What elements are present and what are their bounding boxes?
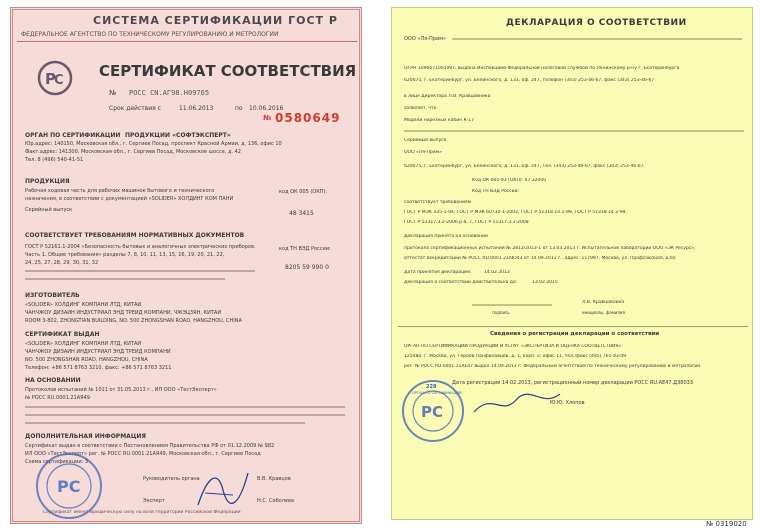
cert-conformity-text-3: 24, 25, 27, 28, 29, 30, 31, 32: [25, 260, 99, 266]
cert-validity-label: Срок действия с: [109, 105, 161, 112]
cert-agency-line: ФЕДЕРАЛЬНОЕ АГЕНТСТВО ПО ТЕХНИЧЕСКОМУ РЕГУЛИРОВАНИЮ И МЕТРОЛОГИИ: [21, 31, 279, 38]
cert-manufacturer-label: ИЗГОТОВИТЕЛЬ: [25, 292, 80, 299]
decl-separator: [398, 326, 748, 327]
cert-basis-line: [25, 406, 345, 408]
cert-issued-label: СЕРТИФИКАТ ВЫДАН: [25, 331, 100, 338]
decl-req-2: ГОСТ Р 51317.3.2-2006 р.6, 7, ГОСТ Р 51317.3.3-2008: [404, 220, 529, 225]
cert-system-title: СИСТЕМА СЕРТИФИКАЦИИ ГОСТ Р: [93, 14, 338, 27]
cert-organ-phone: Тел. 8 (496) 540-41-51: [25, 157, 84, 163]
decl-line-7: ООО «Ля-Прим»: [404, 150, 442, 155]
decl-reg-1: ОРГАН ПО СЕРТИФИКАЦИИ ПРОДУКЦИИ И УСЛУГ «ЭКСПЕРТИЗА И ОЦЕНКА СООТВЕТСТВИЯ»: [404, 344, 622, 349]
decl-title: ДЕКЛАРАЦИЯ О СООТВЕТСТВИИ: [506, 18, 687, 28]
cert-validity-to: 10.06.2016: [249, 105, 284, 112]
decl-date-value: 14.02.2013: [484, 270, 510, 275]
gost-r-logo-icon: [37, 60, 73, 96]
decl-okp: Код ОК 005-93 (ОКП): 47 32000: [472, 178, 547, 183]
svg-text:РС: РС: [421, 403, 444, 421]
decl-req-label: соответствует требованиям: [404, 200, 472, 205]
cert-organ-name: ПРОДУКЦИИ «СОФТЭКСПЕРТ»: [125, 132, 231, 139]
cert-tnved-label: код ТН ВЭД России:: [279, 246, 331, 252]
decl-sign-caption-2: инициалы, фамилия: [582, 310, 625, 315]
cert-serial-prefix: №: [263, 114, 272, 122]
decl-basis-label: Декларация принята на основании: [404, 234, 488, 239]
cert-number-prefix: №: [109, 89, 117, 97]
decl-sign-caption-1: подпись: [492, 310, 510, 315]
decl-line-4: заявляет, что: [404, 106, 437, 111]
cert-conformity-line: [25, 270, 255, 272]
decl-stamp-num: 228: [426, 384, 437, 390]
cert-title: СЕРТИФИКАТ СООТВЕТСТВИЯ: [99, 62, 357, 80]
cert-basis-line: [25, 422, 305, 424]
cert-expert-name: Н.С. Соболева: [257, 498, 294, 504]
decl-serial: № 0319020: [706, 520, 747, 528]
cert-product-desc-1: Рабочая ходовая часть для рабочих машинок бытового и технического: [25, 188, 215, 194]
cert-conformity-text-1: ГОСТ Р 52161.1-2004 «Безопасность бытовых и аналогичных электрических приборов.: [25, 244, 256, 250]
decl-line-6: Серийный выпуск: [404, 138, 447, 143]
cert-conformity-line: [25, 278, 225, 280]
decl-req-1: ГОСТ Р МЭК 335-1-94, ГОСТ Р МЭК 60730-1-2002, ГОСТ Р 51318.14.1-99, ГОСТ Р 51318.14.2-99,: [404, 210, 627, 215]
decl-reg-3: рег. № РОСС RU.0001.11AE47 выдан 14.09.2011 г. Федеральным агентством по техническому регулированию и метрологии: [404, 364, 701, 369]
cert-number: РОСС CN.АГ98.Н09765: [129, 89, 210, 97]
cert-manufacturer-text-3: ROOM 3-802, ZHONGTIAN BUILDING, NO. 500 ZHONGSHAN ROAD, HANGZHOU, CHINA: [25, 318, 242, 324]
cert-extra-text-1: Сертификат выдан в соответствии с Постановлением Правительства РФ от 01.12.2009 № 982: [25, 443, 275, 449]
svg-text:С: С: [54, 73, 64, 88]
decl-line-5: Модели нарезных кабин К-17: [404, 118, 475, 123]
decl-stamp-text: ОРГАН ПО СЕРТИФИКАЦИИ: [412, 391, 462, 395]
declaration-document: [391, 7, 753, 520]
cert-basis-text-1: Протоколов испытаний № 1011 от 31.05.2013 г., ИЛ ООО «ТестЭксперт»: [25, 387, 217, 393]
decl-reg-date-line: Дата регистрации 14.02.2013, регистрационный номер декларации РОСС RU.АЕ47.Д38033: [452, 380, 693, 386]
decl-reg-2: 125480, г. Москва, ул. Героев Панфиловцев, д. 1, корп. 2, офис 11, тел./факс (495) 765-93-09: [404, 354, 627, 359]
cert-validity-to-label: по: [235, 105, 243, 112]
decl-fill-line: [452, 38, 742, 40]
cert-conformity-label: СООТВЕТСТВУЕТ ТРЕБОВАНИЯМ НОРМАТИВНЫХ ДОКУМЕНТОВ: [25, 232, 245, 239]
decl-basis-2: аттестат аккредитации № РОСС RU.0001.21АЮ43 от 14.09.2011 г., адрес: 117997, Москва, ул. Профсоюзная, д.65: [404, 256, 676, 261]
decl-valid-value: 13.02.2015: [532, 280, 558, 285]
cert-divider: [17, 41, 357, 42]
cert-product-desc-3: Серийный выпуск: [25, 207, 73, 213]
cert-validity-from: 11.06.2013: [179, 105, 214, 112]
cert-issued-text-4: Телефон: +86 571 8763 3210, факс: +86 571 8763 3211: [25, 365, 172, 371]
decl-line-1: ОГРН 1096671001097, выдана Инспекцией Федеральной налоговой службой по Ленинскому р-ну г. Екатеринбурга: [404, 66, 680, 71]
cert-head-label: Руководитель органа: [143, 476, 200, 482]
cert-extra-label: ДОПОЛНИТЕЛЬНАЯ ИНФОРМАЦИЯ: [25, 433, 147, 440]
decl-company: ООО «Ля-Прим»: [404, 36, 447, 42]
certificate-document: [10, 7, 362, 524]
cert-organ-address-2: Факт.адрес: 141300, Московская обл., г. Сергиев Посад, Московское шоссе, д. 42: [25, 149, 241, 155]
cert-expert-label: Эксперт: [143, 498, 165, 504]
cert-okp-value: 48 3415: [289, 210, 314, 217]
decl-line-3: в лице Директора Л.В. Кравцовника: [404, 94, 491, 99]
decl-signature-icon: [472, 388, 562, 418]
decl-line-8: 620075, г. Екатеринбург, ул. Белинского, д. 131, оф. 247, Тел. (343) 253-46-67, факс (343) 253-46-67: [404, 164, 644, 169]
cert-basis-line: [25, 414, 345, 416]
cert-product-desc-2: назначения, в соответствии с документацией «SOLIDER» ХОЛДИНГ КОМ ПАНИ: [25, 196, 234, 202]
cert-manufacturer-text-1: «SOLIDER» ХОЛДИНГ КОМПАНИ ЛТД, КИТАЙ: [25, 302, 142, 308]
cert-okp-label: код ОК 005 (ОКП):: [279, 189, 328, 195]
decl-fill-line: [404, 130, 744, 132]
decl-basis-1: протокола сертификационных испытаний № 2812/2013-1 от 13.03.2013 г. Испытательной лаборатории ООО «ЭК Ресурс»,: [404, 246, 696, 251]
cert-serial-number: 0580649: [275, 111, 341, 125]
svg-text:РС: РС: [57, 477, 81, 496]
cert-organ-address-1: Юр.адрес: 140150, Московская обл., г. Сергиев Посад, проспект Красной Армии, д. 136, офис 10: [25, 141, 282, 147]
cert-organ-label: ОРГАН ПО СЕРТИФИКАЦИИ: [25, 132, 121, 139]
cert-signature-icon: [193, 465, 253, 515]
decl-signature-line: [472, 304, 552, 306]
cert-basis-text-2: № РОСС RU.0001.21АЯ49: [25, 395, 90, 401]
decl-date-label: Дата принятия декларации:: [404, 270, 472, 275]
decl-reg-sign: Ю.Ю. Хлопов: [550, 400, 585, 406]
cert-product-label: ПРОДУКЦИЯ: [25, 178, 70, 185]
cert-basis-label: НА ОСНОВАНИИ: [25, 377, 81, 384]
decl-sign-name: Л.В. Кравцовника: [582, 300, 625, 305]
cert-issued-text-3: NO. 500 ZHONGSHAN ROAD, HANGZHOU, CHINA: [25, 357, 148, 363]
cert-issued-text-2: ЧАНЧЖОУ ДИЗАЙН ИНДУСТРИАЛ ЭНД ТРЕЙД КОМПАНИ: [25, 349, 171, 355]
cert-footer: Сертификат имеет юридическую силу на всей территории Российской Федерации: [43, 510, 241, 515]
cert-issued-text-1: «SOLIDER» ХОЛДИНГ КОМПАНИ ЛТД, КИТАЙ: [25, 341, 142, 347]
decl-tnved: Код ТН ВЭД России:: [472, 189, 520, 194]
cert-tnved-value: 8205 59 990 0: [285, 264, 329, 271]
cert-extra-text-3: Схема сертификации: 3: [25, 459, 89, 465]
decl-reg-title: Сведения о регистрации декларации о соответствии: [490, 331, 660, 337]
decl-valid-label: Декларация о соответствии действительна до:: [404, 280, 518, 285]
cert-conformity-text-2: Часть 1. Общие требования» разделы 7, 8, 10, 11, 13, 15, 16, 19, 20, 21, 22,: [25, 252, 225, 258]
decl-line-2: 620075, г. Екатеринбург, ул. Белинского, д. 131, оф. 247, телефон (343) 253-46-67, факс (343) 253-46-67: [404, 78, 655, 83]
cert-manufacturer-text-2: ЧАНЧЖОУ ДИЗАЙН ИНДУСТРИАЛ ЭНД ТРЕЙД КОМПАНИ, ЧЖЭЦЗЯН, КИТАЙ: [25, 310, 222, 316]
cert-head-name: В.В. Кравцов: [257, 476, 291, 482]
cert-extra-text-2: ИЛ ООО «ТестЭксперт» рег. № РОСС RU.0001.21АЯ49, Московская обл., г. Сергиев Посад: [25, 451, 261, 457]
svg-text:Р: Р: [45, 70, 56, 88]
